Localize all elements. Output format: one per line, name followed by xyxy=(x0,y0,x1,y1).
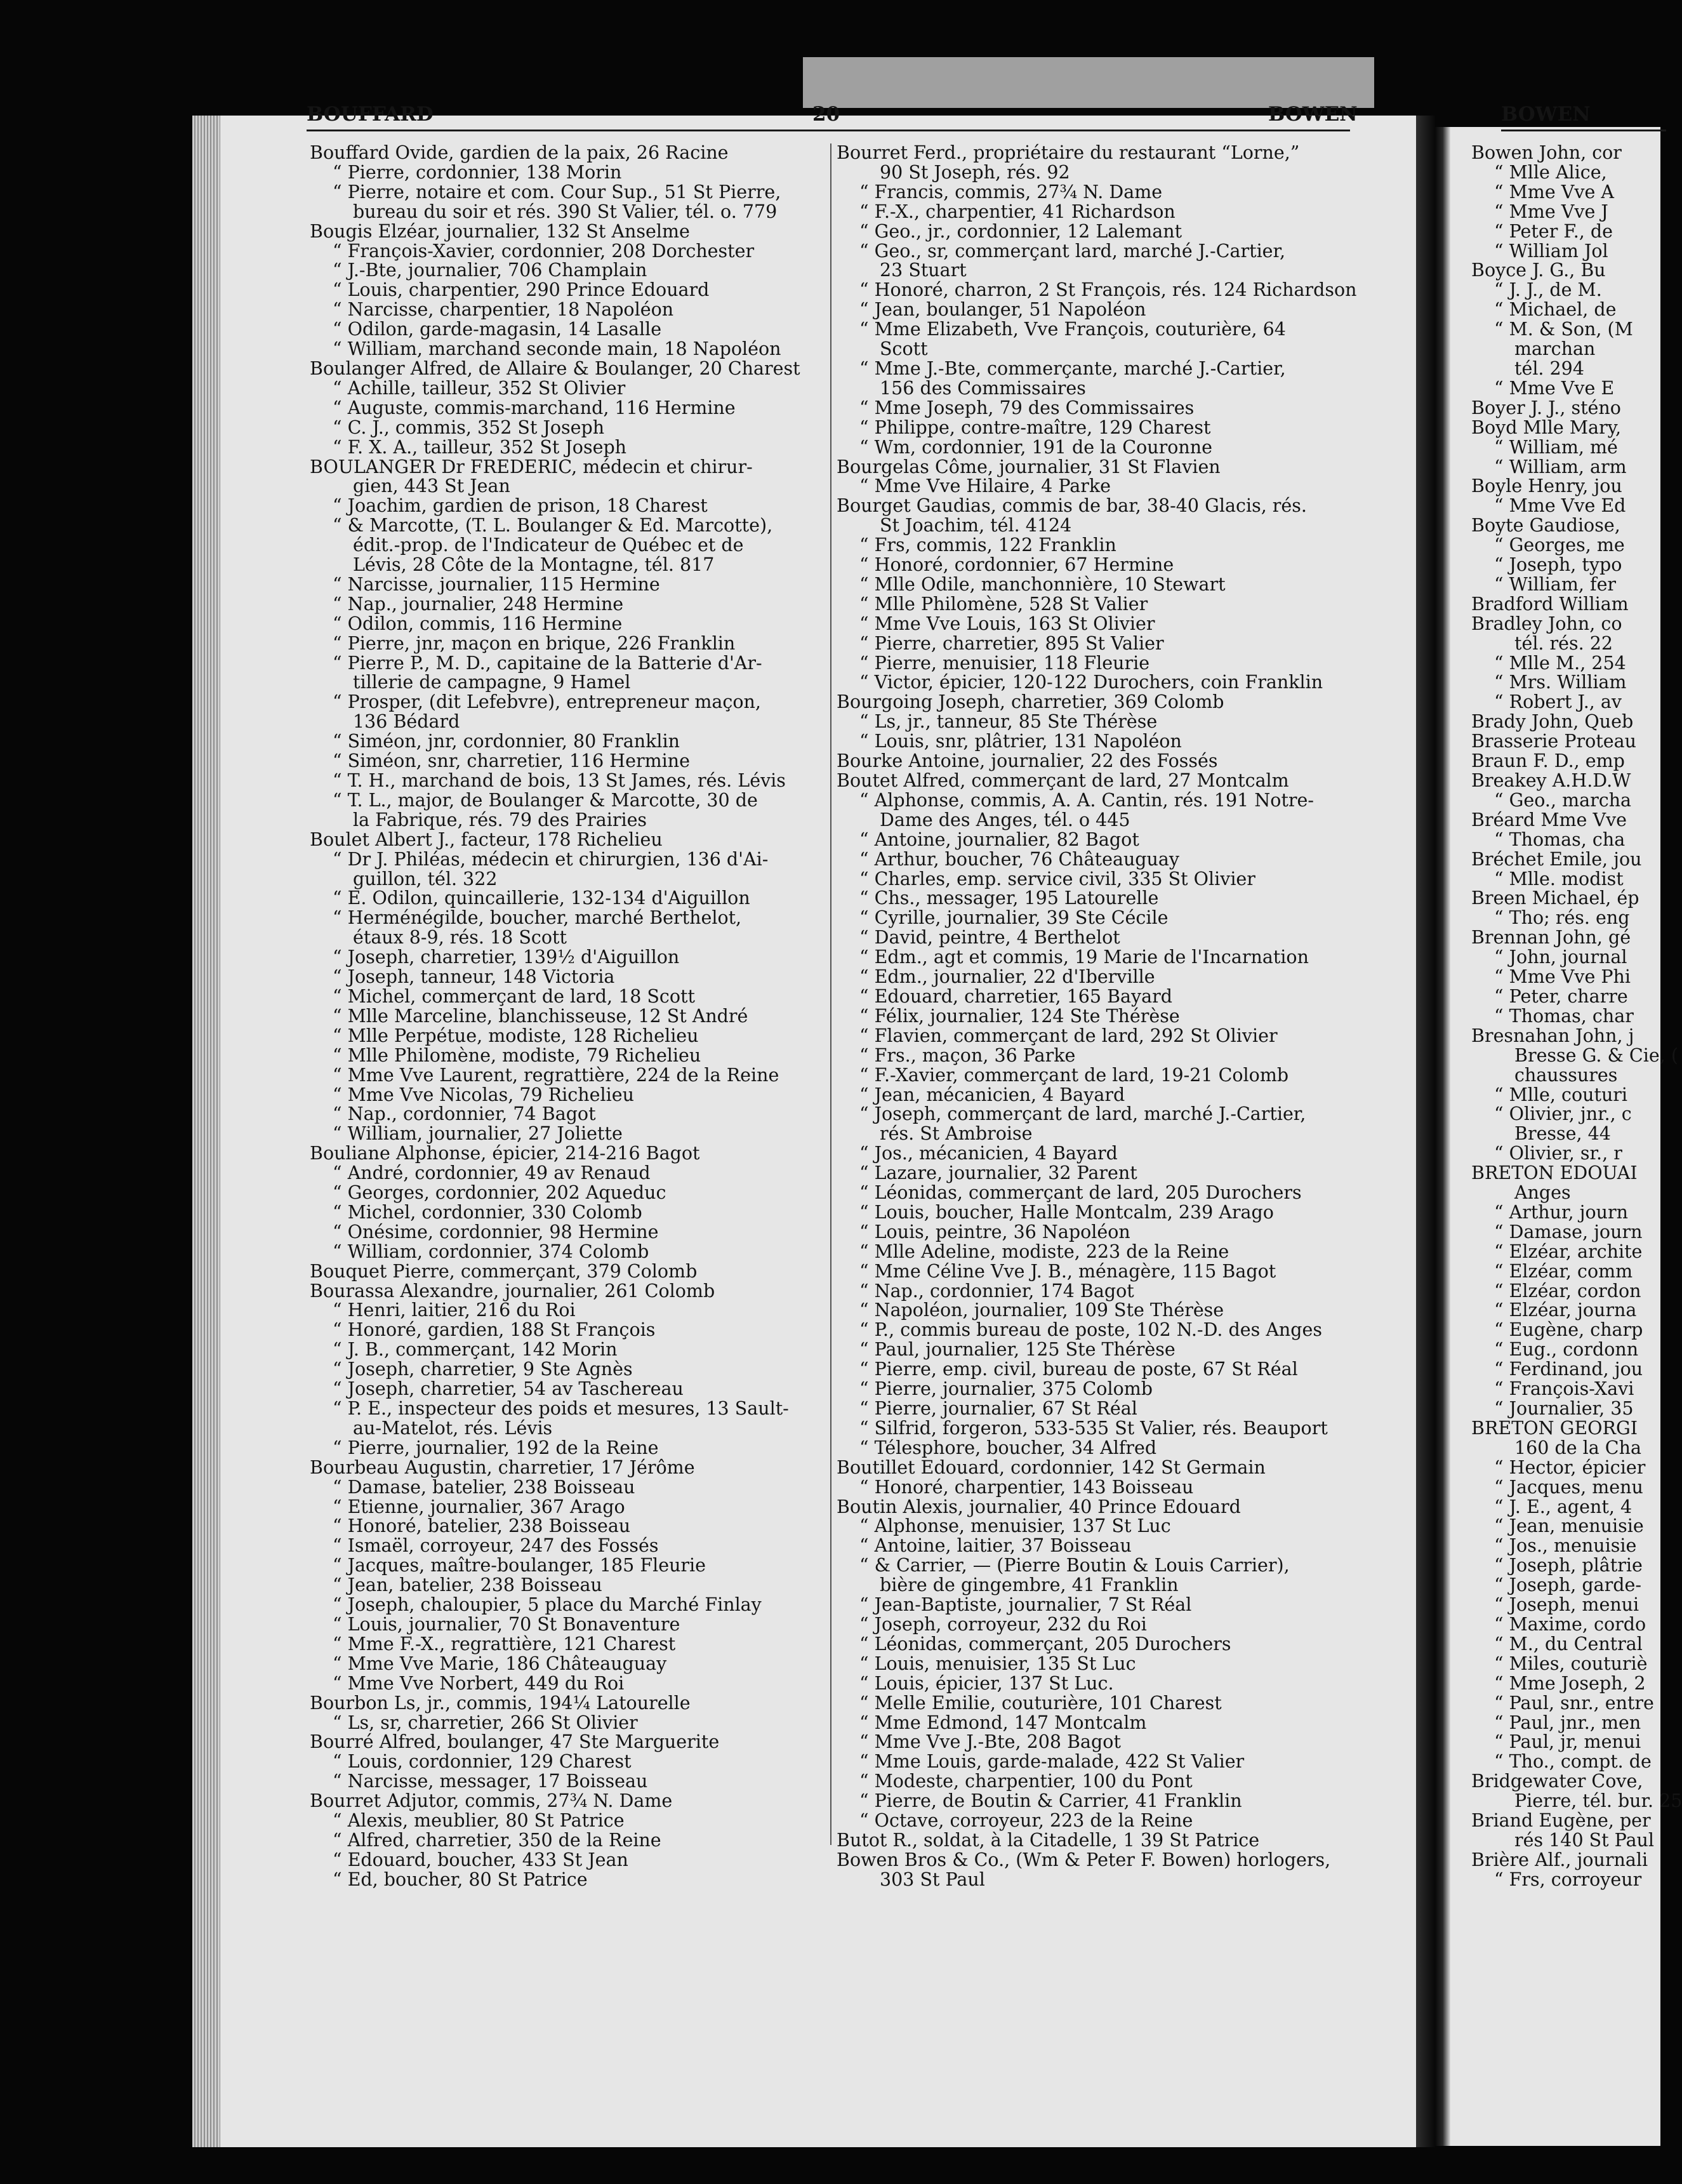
directory-entry: Boyce J. G., Bu xyxy=(1471,260,1606,281)
directory-entry: “ Louis, boucher, Halle Montcalm, 239 Arago xyxy=(859,1201,1274,1223)
directory-entry: Lévis, 28 Côte de la Montagne, tél. 817 xyxy=(353,554,715,576)
directory-entry: St Joachim, tél. 4124 xyxy=(880,515,1072,536)
directory-entry: “ Geo., jr., cordonnier, 12 Lalemant xyxy=(859,220,1182,242)
directory-entry: Anges xyxy=(1514,1182,1571,1204)
running-head-right: BOWEN xyxy=(1268,103,1358,126)
directory-entry: “ Nap., cordonnier, 74 Bagot xyxy=(333,1103,596,1125)
directory-entry: “ Thomas, char xyxy=(1494,1005,1634,1027)
directory-entry: Bouquet Pierre, commerçant, 379 Colomb xyxy=(310,1260,698,1282)
directory-entry: “ Mme Vve A xyxy=(1494,181,1614,203)
directory-entry: rés. St Ambroise xyxy=(880,1123,1033,1145)
directory-entry: “ Joseph, typo xyxy=(1494,554,1622,576)
directory-entry: “ William, mé xyxy=(1494,436,1618,458)
directory-entry: “ Geo., marcha xyxy=(1494,789,1632,811)
directory-entry: “ Honoré, batelier, 238 Boisseau xyxy=(333,1515,631,1537)
directory-entry: Bradley John, co xyxy=(1471,613,1622,634)
directory-entry: “ Joseph, commerçant de lard, marché J.-Cartier, xyxy=(859,1103,1306,1125)
directory-entry: marchan xyxy=(1514,338,1596,360)
directory-entry: “ Elzéar, journa xyxy=(1494,1300,1637,1321)
directory-entry: “ Narcisse, journalier, 115 Hermine xyxy=(333,573,660,595)
directory-entry: Boutillet Edouard, cordonnier, 142 St Germain xyxy=(837,1456,1266,1478)
directory-entry: “ Frs, commis, 122 Franklin xyxy=(859,535,1116,556)
directory-entry: “ Auguste, commis-marchand, 116 Hermine xyxy=(333,397,736,418)
directory-entry: “ T. L., major, de Boulanger & Marcotte, 30 de xyxy=(333,789,758,811)
directory-entry: édit.-prop. de l'Indicateur de Québec et de xyxy=(353,535,744,556)
directory-entry: “ Achille, tailleur, 352 St Olivier xyxy=(333,377,626,399)
right-column xyxy=(837,143,1398,1890)
directory-entry: Boyte Gaudiose, xyxy=(1471,515,1620,536)
directory-entry: “ Mme Elizabeth, Vve François, couturière, 64 xyxy=(859,319,1286,340)
directory-entry: “ Georges, cordonnier, 202 Aqueduc xyxy=(333,1182,666,1204)
directory-entry: “ Nap., journalier, 248 Hermine xyxy=(333,593,624,615)
directory-entry: BRETON EDOUAI xyxy=(1471,1162,1638,1184)
directory-entry: “ Maxime, cordo xyxy=(1494,1613,1646,1635)
directory-entry: Bourré Alfred, boulanger, 47 Ste Marguerite xyxy=(310,1731,720,1753)
directory-entry: “ & Carrier, — (Pierre Boutin & Louis Carrier), xyxy=(859,1555,1290,1576)
directory-entry: “ Alphonse, commis, A. A. Cantin, rés. 191 Notre- xyxy=(859,789,1314,811)
directory-entry: “ Honoré, gardien, 188 St François xyxy=(333,1319,656,1341)
directory-entry: “ Jean, batelier, 238 Boisseau xyxy=(333,1575,602,1596)
directory-entry: Bouffard Ovide, gardien de la paix, 26 Racine xyxy=(310,142,729,163)
directory-entry: Bréchet Emile, jou xyxy=(1471,848,1642,870)
directory-entry: Bourret Ferd., propriétaire du restaurant “Lorne,” xyxy=(837,142,1300,163)
directory-entry: Bougis Elzéar, journalier, 132 St Anselme xyxy=(310,220,690,242)
directory-entry: bureau du soir et rés. 390 St Valier, tél. o. 779 xyxy=(353,201,778,222)
directory-entry: “ Tho; rés. eng xyxy=(1494,907,1630,929)
directory-entry: Bourgoing Joseph, charretier, 369 Colomb xyxy=(837,691,1224,713)
directory-entry: “ Mme Vve E xyxy=(1494,377,1615,399)
directory-entry: Bresse, 44 xyxy=(1514,1123,1611,1145)
directory-entry: “ Pierre, de Boutin & Carrier, 41 Franklin xyxy=(859,1790,1242,1812)
directory-entry: 156 des Commissaires xyxy=(880,377,1086,399)
directory-entry: “ Ismaël, corroyeur, 247 des Fossés xyxy=(333,1535,659,1557)
page-edge xyxy=(192,116,220,2147)
directory-entry: “ F.-X., charpentier, 41 Richardson xyxy=(859,201,1175,222)
directory-entry: “ Mme Louis, garde-malade, 422 St Valier xyxy=(859,1751,1245,1773)
directory-entry: “ Léonidas, commerçant, 205 Durochers xyxy=(859,1633,1231,1655)
directory-entry: “ Pierre, journalier, 67 St Réal xyxy=(859,1398,1137,1419)
directory-entry: “ Mlle M., 254 xyxy=(1494,652,1626,674)
directory-entry: Boutet Alfred, commerçant de lard, 27 Montcalm xyxy=(837,770,1289,791)
directory-entry: Dame des Anges, tél. o 445 xyxy=(880,809,1130,830)
directory-entry: “ Charles, emp. service civil, 335 St Olivier xyxy=(859,868,1255,889)
directory-entry: “ Henri, laitier, 216 du Roi xyxy=(333,1300,576,1321)
directory-entry: “ Michel, cordonnier, 330 Colomb xyxy=(333,1201,642,1223)
directory-entry: “ Pierre, menuisier, 118 Fleurie xyxy=(859,652,1150,674)
directory-entry: “ M. & Son, (M xyxy=(1494,319,1633,340)
directory-entry: “ Philippe, contre-maître, 129 Charest xyxy=(859,416,1211,438)
directory-entry: “ Frs., maçon, 36 Parke xyxy=(859,1044,1076,1066)
directory-entry: “ Elzéar, archite xyxy=(1494,1241,1643,1262)
directory-entry: “ J. E., agent, 4 xyxy=(1494,1496,1632,1517)
directory-entry: “ Antoine, laitier, 37 Boisseau xyxy=(859,1535,1132,1557)
directory-entry: “ Peter, charre xyxy=(1494,985,1628,1007)
directory-entry: Bourget Gaudias, commis de bar, 38-40 Glacis, rés. xyxy=(837,495,1307,517)
directory-entry: Bourgelas Côme, journalier, 31 St Flavien xyxy=(837,456,1221,477)
directory-entry: “ Joseph, garde- xyxy=(1494,1575,1642,1596)
directory-entry: “ Joseph, corroyeur, 232 du Roi xyxy=(859,1613,1147,1635)
directory-entry: “ Jean-Baptiste, journalier, 7 St Réal xyxy=(859,1594,1192,1616)
directory-entry: “ Jacques, menu xyxy=(1494,1476,1643,1498)
directory-entry: Bréard Mme Vve xyxy=(1471,809,1627,830)
directory-entry: “ Antoine, journalier, 82 Bagot xyxy=(859,829,1139,850)
directory-entry: “ Michel, commerçant de lard, 18 Scott xyxy=(333,985,695,1007)
directory-entry: “ Elzéar, cordon xyxy=(1494,1280,1641,1302)
directory-entry: “ Mme Vve Norbert, 449 du Roi xyxy=(333,1672,625,1694)
directory-entry: “ J. J., de M. xyxy=(1494,279,1602,301)
directory-entry: “ Louis, snr, plâtrier, 131 Napoléon xyxy=(859,731,1182,752)
directory-entry: “ William, journalier, 27 Joliette xyxy=(333,1123,623,1145)
directory-entry: 160 de la Cha xyxy=(1514,1437,1641,1458)
directory-entry: rés 140 St Paul xyxy=(1514,1829,1655,1851)
directory-entry: “ William, cordonnier, 374 Colomb xyxy=(333,1241,649,1262)
directory-entry: “ Mme Edmond, 147 Montcalm xyxy=(859,1712,1147,1733)
directory-entry: Breakey A.H.D.W xyxy=(1471,770,1631,791)
directory-entry: “ J.-Bte, journalier, 706 Champlain xyxy=(333,260,647,281)
directory-entry: “ Mme Vve Hilaire, 4 Parke xyxy=(859,476,1111,497)
directory-entry: Brennan John, gé xyxy=(1471,927,1631,949)
directory-entry: gien, 443 St Jean xyxy=(353,476,510,497)
directory-entry: “ Olivier, jnr., c xyxy=(1494,1103,1632,1125)
directory-entry: “ Louis, charpentier, 290 Prince Edouard xyxy=(333,279,710,301)
directory-entry: “ Alexis, meublier, 80 St Patrice xyxy=(333,1810,625,1832)
directory-entry: bière de gingembre, 41 Franklin xyxy=(880,1575,1179,1596)
directory-entry: Boulanger Alfred, de Allaire & Boulanger, 20 Charest xyxy=(310,357,800,379)
directory-entry: chaussures xyxy=(1514,1064,1618,1086)
directory-entry: “ Herménégilde, boucher, marché Berthelot, xyxy=(333,907,742,929)
directory-entry: “ Etienne, journalier, 367 Arago xyxy=(333,1496,625,1517)
directory-entry: “ Alphonse, menuisier, 137 St Luc xyxy=(859,1515,1171,1537)
directory-entry: “ Mme F.-X., regrattière, 121 Charest xyxy=(333,1633,676,1655)
directory-entry: “ Pierre, notaire et com. Cour Sup., 51 St Pierre, xyxy=(333,181,781,203)
directory-entry: Breen Michael, ép xyxy=(1471,888,1639,909)
directory-entry: tél. rés. 22 xyxy=(1514,632,1613,654)
directory-entry: Boutin Alexis, journalier, 40 Prince Edouard xyxy=(837,1496,1241,1517)
directory-entry: “ Cyrille, journalier, 39 Ste Cécile xyxy=(859,907,1169,929)
directory-entry: “ Ls, jr., tanneur, 85 Ste Thérèse xyxy=(859,711,1158,733)
directory-entry: “ P. E., inspecteur des poids et mesures, 13 Sault- xyxy=(333,1398,789,1419)
directory-entry: “ Elzéar, comm xyxy=(1494,1260,1633,1282)
directory-entry: “ Prosper, (dit Lefebvre), entrepreneur maçon, xyxy=(333,691,761,713)
directory-entry: “ Mlle Odile, manchonnière, 10 Stewart xyxy=(859,573,1226,595)
directory-entry: “ Mme Vve Laurent, regrattière, 224 de la Reine xyxy=(333,1064,779,1086)
directory-entry: “ Mrs. William xyxy=(1494,672,1627,693)
directory-entry: “ Mlle. modist xyxy=(1494,868,1624,889)
directory-entry: “ Olivier, sr., r xyxy=(1494,1143,1622,1164)
directory-entry: “ Mlle Perpétue, modiste, 128 Richelieu xyxy=(333,1025,699,1046)
directory-entry: “ Pierre, journalier, 375 Colomb xyxy=(859,1378,1153,1400)
directory-entry: Scott xyxy=(880,338,928,360)
directory-entry: “ Nap., cordonnier, 174 Bagot xyxy=(859,1280,1134,1302)
directory-entry: “ Pierre, jnr, maçon en brique, 226 Franklin xyxy=(333,632,736,654)
directory-entry: “ Narcisse, charpentier, 18 Napoléon xyxy=(333,299,674,321)
directory-entry: “ Wm, cordonnier, 191 de la Couronne xyxy=(859,436,1212,458)
directory-entry: “ William, arm xyxy=(1494,456,1627,477)
directory-entry: “ Eugène, charp xyxy=(1494,1319,1643,1341)
directory-entry: “ William, fer xyxy=(1494,573,1617,595)
next-page-running-head: BOWEN xyxy=(1501,103,1591,126)
directory-entry: “ Arthur, boucher, 76 Châteauguay xyxy=(859,848,1179,870)
directory-entry: “ Pierre, emp. civil, bureau de poste, 67 St Réal xyxy=(859,1359,1298,1380)
directory-entry: “ Mlle Adeline, modiste, 223 de la Reine xyxy=(859,1241,1229,1262)
directory-entry: Bradford William xyxy=(1471,593,1629,615)
directory-entry: “ Mme Vve Marie, 186 Châteauguay xyxy=(333,1653,667,1674)
directory-entry: “ Flavien, commerçant de lard, 292 St Olivier xyxy=(859,1025,1278,1046)
directory-entry: “ T. H., marchand de bois, 13 St James, rés. Lévis xyxy=(333,770,786,791)
directory-entry: “ Onésime, cordonnier, 98 Hermine xyxy=(333,1221,659,1242)
directory-entry: “ Thomas, cha xyxy=(1494,829,1626,850)
directory-entry: 23 Stuart xyxy=(880,260,967,281)
directory-entry: “ Narcisse, messager, 17 Boisseau xyxy=(333,1771,648,1792)
directory-entry: “ & Marcotte, (T. L. Boulanger & Ed. Marcotte), xyxy=(333,515,773,536)
directory-entry: “ Damase, batelier, 238 Boisseau xyxy=(333,1476,635,1498)
directory-entry: “ Jos., mécanicien, 4 Bayard xyxy=(859,1143,1118,1164)
directory-entry: Brière Alf., journali xyxy=(1471,1849,1648,1870)
directory-entry: Butot R., soldat, à la Citadelle, 1 39 St Patrice xyxy=(837,1829,1260,1851)
directory-entry: Bridgewater Cove, xyxy=(1471,1771,1643,1792)
directory-entry: Boyle Henry, jou xyxy=(1471,476,1622,497)
directory-entry: “ Siméon, snr, charretier, 116 Hermine xyxy=(333,750,691,772)
directory-entry: “ Edm., agt et commis, 19 Marie de l'Incarnation xyxy=(859,947,1309,968)
directory-entry: Bowen John, cor xyxy=(1471,142,1622,163)
directory-entry: “ Geo., sr, commerçant lard, marché J.-Cartier, xyxy=(859,240,1286,262)
directory-entry: “ André, cordonnier, 49 av Renaud xyxy=(333,1162,651,1184)
column-divider xyxy=(830,143,831,1845)
directory-entry: “ Louis, cordonnier, 129 Charest xyxy=(333,1751,632,1773)
directory-entry: “ Honoré, charpentier, 143 Boisseau xyxy=(859,1476,1194,1498)
directory-entry: “ Arthur, journ xyxy=(1494,1201,1628,1223)
directory-entry: “ Pierre, charretier, 895 St Valier xyxy=(859,632,1164,654)
directory-entry: “ Pierre, cordonnier, 138 Morin xyxy=(333,161,622,183)
directory-entry: “ Mme J.-Bte, commerçante, marché J.-Cartier, xyxy=(859,357,1286,379)
directory-entry: Braun F. D., emp xyxy=(1471,750,1625,772)
directory-entry: “ Louis, menuisier, 135 St Luc xyxy=(859,1653,1136,1674)
directory-entry: “ Alfred, charretier, 350 de la Reine xyxy=(333,1829,661,1851)
directory-entry: “ Tho., compt. de xyxy=(1494,1751,1652,1773)
directory-entry: “ Mme Joseph, 2 xyxy=(1494,1672,1646,1694)
directory-entry: Bourassa Alexandre, journalier, 261 Colomb xyxy=(310,1280,715,1302)
directory-entry: “ E. Odilon, quincaillerie, 132-134 d'Aiguillon xyxy=(333,888,750,909)
directory-entry: “ Louis, peintre, 36 Napoléon xyxy=(859,1221,1130,1242)
directory-entry: “ J. B., commerçant, 142 Morin xyxy=(333,1339,618,1361)
directory-entry: “ Dr J. Philéas, médecin et chirurgien, 136 d'Ai- xyxy=(333,848,769,870)
directory-entry: “ Edouard, charretier, 165 Bayard xyxy=(859,985,1172,1007)
directory-entry: 90 St Joseph, rés. 92 xyxy=(880,161,1070,183)
directory-entry: “ Léonidas, commerçant de lard, 205 Durochers xyxy=(859,1182,1302,1204)
directory-entry: “ Mlle Philomène, 528 St Valier xyxy=(859,593,1148,615)
directory-entry: “ Napoléon, journalier, 109 Ste Thérèse xyxy=(859,1300,1224,1321)
directory-entry: “ Hector, épicier xyxy=(1494,1456,1646,1478)
directory-entry: “ Paul, journalier, 125 Ste Thérèse xyxy=(859,1339,1175,1361)
directory-entry: “ Odilon, garde-magasin, 14 Lasalle xyxy=(333,319,662,340)
directory-entry: “ Mlle Marceline, blanchisseuse, 12 St André xyxy=(333,1005,748,1027)
directory-entry: “ Siméon, jnr, cordonnier, 80 Franklin xyxy=(333,731,680,752)
directory-entry: tél. 294 xyxy=(1514,357,1584,379)
directory-entry: “ Joseph, tanneur, 148 Victoria xyxy=(333,966,615,988)
directory-entry: Bresnahan John, j xyxy=(1471,1025,1634,1046)
directory-entry: “ Melle Emilie, couturière, 101 Charest xyxy=(859,1692,1222,1714)
directory-entry: “ Miles, couturiè xyxy=(1494,1653,1648,1674)
directory-entry: “ Jacques, maître-boulanger, 185 Fleurie xyxy=(333,1555,706,1576)
directory-entry: au-Matelot, rés. Lévis xyxy=(353,1417,553,1439)
directory-entry: “ F. X. A., tailleur, 352 St Joseph xyxy=(333,436,627,458)
directory-entry: “ Joseph, plâtrie xyxy=(1494,1555,1643,1576)
directory-entry: “ Mme Céline Vve J. B., ménagère, 115 Bagot xyxy=(859,1260,1276,1282)
directory-entry: Bresse G. & Cie, ( xyxy=(1514,1044,1678,1066)
directory-entry: Briand Eugène, per xyxy=(1471,1810,1651,1832)
next-page-column xyxy=(1471,142,1682,1890)
directory-entry: Boyer J. J., sténo xyxy=(1471,397,1621,418)
directory-entry: “ Octave, corroyeur, 223 de la Reine xyxy=(859,1810,1193,1832)
directory-entry: “ Paul, jnr., men xyxy=(1494,1712,1641,1733)
directory-entry: “ Mme Vve Phi xyxy=(1494,966,1631,988)
directory-entry: “ Paul, jr, menui xyxy=(1494,1731,1641,1753)
directory-entry: Brasserie Proteau xyxy=(1471,731,1636,752)
directory-entry: Bowen Bros & Co., (Wm & Peter F. Bowen) horlogers, xyxy=(837,1849,1331,1870)
directory-entry: “ Mlle, couturi xyxy=(1494,1084,1628,1105)
directory-entry: “ François-Xavier, cordonnier, 208 Dorchester xyxy=(333,240,755,262)
directory-entry: “ Mlle Alice, xyxy=(1494,161,1607,183)
directory-entry: “ Silfrid, forgeron, 533-535 St Valier, rés. Beauport xyxy=(859,1417,1328,1439)
directory-entry: “ Mlle Philomène, modiste, 79 Richelieu xyxy=(333,1044,701,1066)
directory-entry: “ Mme Vve J.-Bte, 208 Bagot xyxy=(859,1731,1121,1753)
directory-entry: “ Jean, boulanger, 51 Napoléon xyxy=(859,299,1146,321)
directory-entry: “ Frs, corroyeur xyxy=(1494,1868,1642,1890)
directory-entry: Boyd Mlle Mary, xyxy=(1471,416,1622,438)
directory-entry: “ Edouard, boucher, 433 St Jean xyxy=(333,1849,628,1870)
directory-entry: “ Mme Vve Louis, 163 St Olivier xyxy=(859,613,1155,634)
directory-entry: “ Ed, boucher, 80 St Patrice xyxy=(333,1868,588,1890)
directory-entry: “ Louis, épicier, 137 St Luc. xyxy=(859,1672,1114,1694)
directory-entry: “ David, peintre, 4 Berthelot xyxy=(859,927,1120,949)
directory-entry: “ Eug., cordonn xyxy=(1494,1339,1639,1361)
directory-entry: BOULANGER Dr FREDERIC, médecin et chirur- xyxy=(310,456,753,477)
directory-entry: “ F.-Xavier, commerçant de lard, 19-21 Colomb xyxy=(859,1064,1289,1086)
directory-entry: Brady John, Queb xyxy=(1471,711,1634,733)
left-column xyxy=(310,143,840,1890)
directory-entry: 136 Bédard xyxy=(353,711,460,733)
directory-entry: “ Journalier, 35 xyxy=(1494,1398,1634,1419)
directory-entry: “ Ls, sr, charretier, 266 St Olivier xyxy=(333,1712,638,1733)
directory-entry: Boulet Albert J., facteur, 178 Richelieu xyxy=(310,829,663,850)
binding-gutter xyxy=(1416,116,1435,2147)
directory-entry: Bourke Antoine, journalier, 22 des Fossés xyxy=(837,750,1218,772)
directory-entry: 303 St Paul xyxy=(880,1868,985,1890)
directory-entry: “ Mme Joseph, 79 des Commissaires xyxy=(859,397,1195,418)
directory-entry: la Fabrique, rés. 79 des Prairies xyxy=(353,809,647,830)
directory-entry: “ Victor, épicier, 120-122 Durochers, coin Franklin xyxy=(859,672,1323,693)
directory-entry: “ Mme Vve J xyxy=(1494,201,1608,222)
next-page-header-rule xyxy=(1501,130,1666,131)
directory-entry: Bourret Adjutor, commis, 27¾ N. Dame xyxy=(310,1790,673,1812)
directory-entry: “ P., commis bureau de poste, 102 N.-D. des Anges xyxy=(859,1319,1322,1341)
directory-entry: “ Jos., menuisie xyxy=(1494,1535,1637,1557)
directory-entry: “ M., du Central xyxy=(1494,1633,1643,1655)
directory-entry: Bourbeau Augustin, charretier, 17 Jérôme xyxy=(310,1456,695,1478)
directory-entry: guillon, tél. 322 xyxy=(353,868,498,889)
directory-entry: “ Edm., journalier, 22 d'Iberville xyxy=(859,966,1155,988)
directory-entry: “ Pierre P., M. D., capitaine de la Batterie d'Ar- xyxy=(333,652,762,674)
directory-entry: “ Joseph, charretier, 139½ d'Aiguillon xyxy=(333,947,680,968)
directory-entry: “ Télesphore, boucher, 34 Alfred xyxy=(859,1437,1157,1458)
directory-entry: “ Robert J., av xyxy=(1494,691,1622,713)
directory-entry: “ Joseph, chaloupier, 5 place du Marché Finlay xyxy=(333,1594,762,1616)
directory-entry: “ Peter F., de xyxy=(1494,220,1613,242)
directory-entry: “ Jean, mécanicien, 4 Bayard xyxy=(859,1084,1125,1105)
running-head-left: BOUFFARD xyxy=(307,103,434,126)
directory-entry: étaux 8-9, rés. 18 Scott xyxy=(353,927,567,949)
header-rule xyxy=(307,130,1350,131)
directory-entry: “ Jean, menuisie xyxy=(1494,1515,1644,1537)
directory-entry: “ William, marchand seconde main, 18 Napoléon xyxy=(333,338,781,360)
directory-entry: Bouliane Alphonse, épicier, 214-216 Bagot xyxy=(310,1143,700,1164)
directory-entry: “ Michael, de xyxy=(1494,299,1617,321)
directory-entry: “ C. J., commis, 352 St Joseph xyxy=(333,416,605,438)
tape-strip xyxy=(803,57,1374,108)
directory-entry: “ Joseph, menui xyxy=(1494,1594,1639,1616)
directory-entry: Bourbon Ls, jr., commis, 194¼ Latourelle xyxy=(310,1692,691,1714)
directory-entry: tillerie de campagne, 9 Hamel xyxy=(353,672,631,693)
directory-entry: “ Ferdinand, jou xyxy=(1494,1359,1643,1380)
directory-entry: “ Francis, commis, 27¾ N. Dame xyxy=(859,181,1163,203)
directory-entry: “ Georges, me xyxy=(1494,535,1625,556)
directory-entry: “ Chs., messager, 195 Latourelle xyxy=(859,888,1159,909)
directory-entry: “ Pierre, journalier, 192 de la Reine xyxy=(333,1437,659,1458)
directory-entry: “ Joachim, gardien de prison, 18 Charest xyxy=(333,495,708,517)
directory-entry: “ John, journal xyxy=(1494,947,1627,968)
directory-entry: “ Félix, journalier, 124 Ste Thérèse xyxy=(859,1005,1180,1027)
directory-entry: “ Damase, journ xyxy=(1494,1221,1643,1242)
directory-entry: “ Joseph, charretier, 9 Ste Agnès xyxy=(333,1359,633,1380)
directory-entry: “ Paul, snr., entre xyxy=(1494,1692,1654,1714)
page-number: 20 xyxy=(812,103,840,126)
directory-entry: “ Lazare, journalier, 32 Parent xyxy=(859,1162,1137,1184)
directory-entry: “ William Jol xyxy=(1494,240,1608,262)
directory-entry: “ Odilon, commis, 116 Hermine xyxy=(333,613,623,634)
directory-entry: “ Honoré, charron, 2 St François, rés. 124 Richardson xyxy=(859,279,1357,301)
binding-gutter-right xyxy=(1435,127,1450,2146)
directory-entry: BRETON GEORGI xyxy=(1471,1417,1638,1439)
directory-entry: “ Louis, journalier, 70 St Bonaventure xyxy=(333,1613,680,1635)
directory-entry: “ Honoré, cordonnier, 67 Hermine xyxy=(859,554,1174,576)
directory-entry: “ Mme Vve Nicolas, 79 Richelieu xyxy=(333,1084,634,1105)
directory-entry: “ Joseph, charretier, 54 av Taschereau xyxy=(333,1378,684,1400)
directory-entry: “ François-Xavi xyxy=(1494,1378,1634,1400)
directory-entry: “ Modeste, charpentier, 100 du Pont xyxy=(859,1771,1193,1792)
directory-entry: Pierre, tél. bur. 25 xyxy=(1514,1790,1682,1812)
directory-entry: “ Mme Vve Ed xyxy=(1494,495,1626,517)
